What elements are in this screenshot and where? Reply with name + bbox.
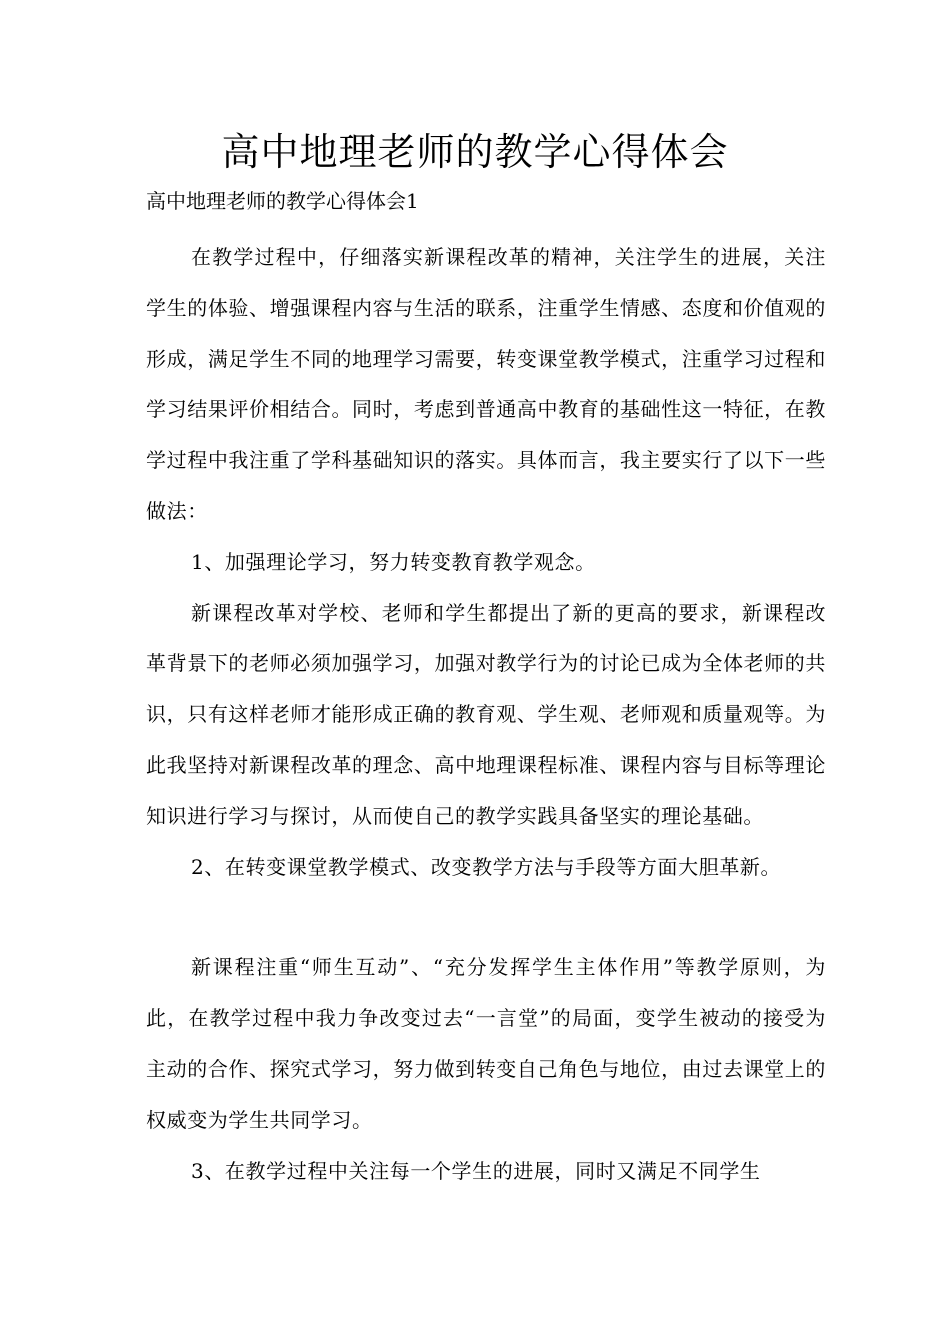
document-subtitle: 高中地理老师的教学心得体会1 xyxy=(146,189,419,213)
paragraph-point-2-detail: 新课程注重“师生互动”、“充分发挥学生主体作用”等教学原则，为此，在教学过程中我力争改变过去“一言堂”的局面，变学生被动的接受为主动的合作、探究式学习，努力做到转变自己角色与地位，由过去课堂上的权威变为学生共同学习。 xyxy=(146,955,826,1132)
paragraph-point-1: 1、加强理论学习，努力转变教育教学观念。 xyxy=(191,549,596,574)
document-body xyxy=(146,232,826,1196)
paragraph-intro: 在教学过程中，仔细落实新课程改革的精神，关注学生的进展，关注学生的体验、增强课程内容与生活的联系，注重学生情感、态度和价值观的形成，满足学生不同的地理学习需要，转变课堂教学模式，注重学习过程和学习结果评价相结合。同时，考虑到普通高中教育的基础性这一特征，在教学过程中我注重了学科基础知识的落实。具体而言，我主要实行了以下一些做法： xyxy=(146,245,826,523)
paragraph-point-2: 2、在转变课堂教学模式、改变教学方法与手段等方面大胆革新。 xyxy=(191,854,782,879)
document-title: 高中地理老师的教学心得体会 xyxy=(221,130,729,174)
paragraph-point-1-detail: 新课程改革对学校、老师和学生都提出了新的更高的要求，新课程改革背景下的老师必须加强学习，加强对教学行为的讨论已成为全体老师的共识，只有这样老师才能形成正确的教育观、学生观、老师观和质量观等。为此我坚持对新课程改革的理念、高中地理课程标准、课程内容与目标等理论知识进行学习与探讨，从而使自己的教学实践具备坚实的理论基础。 xyxy=(146,600,826,828)
paragraph-point-3: 3、在教学过程中关注每一个学生的进展，同时又满足不同学生 xyxy=(191,1158,761,1183)
